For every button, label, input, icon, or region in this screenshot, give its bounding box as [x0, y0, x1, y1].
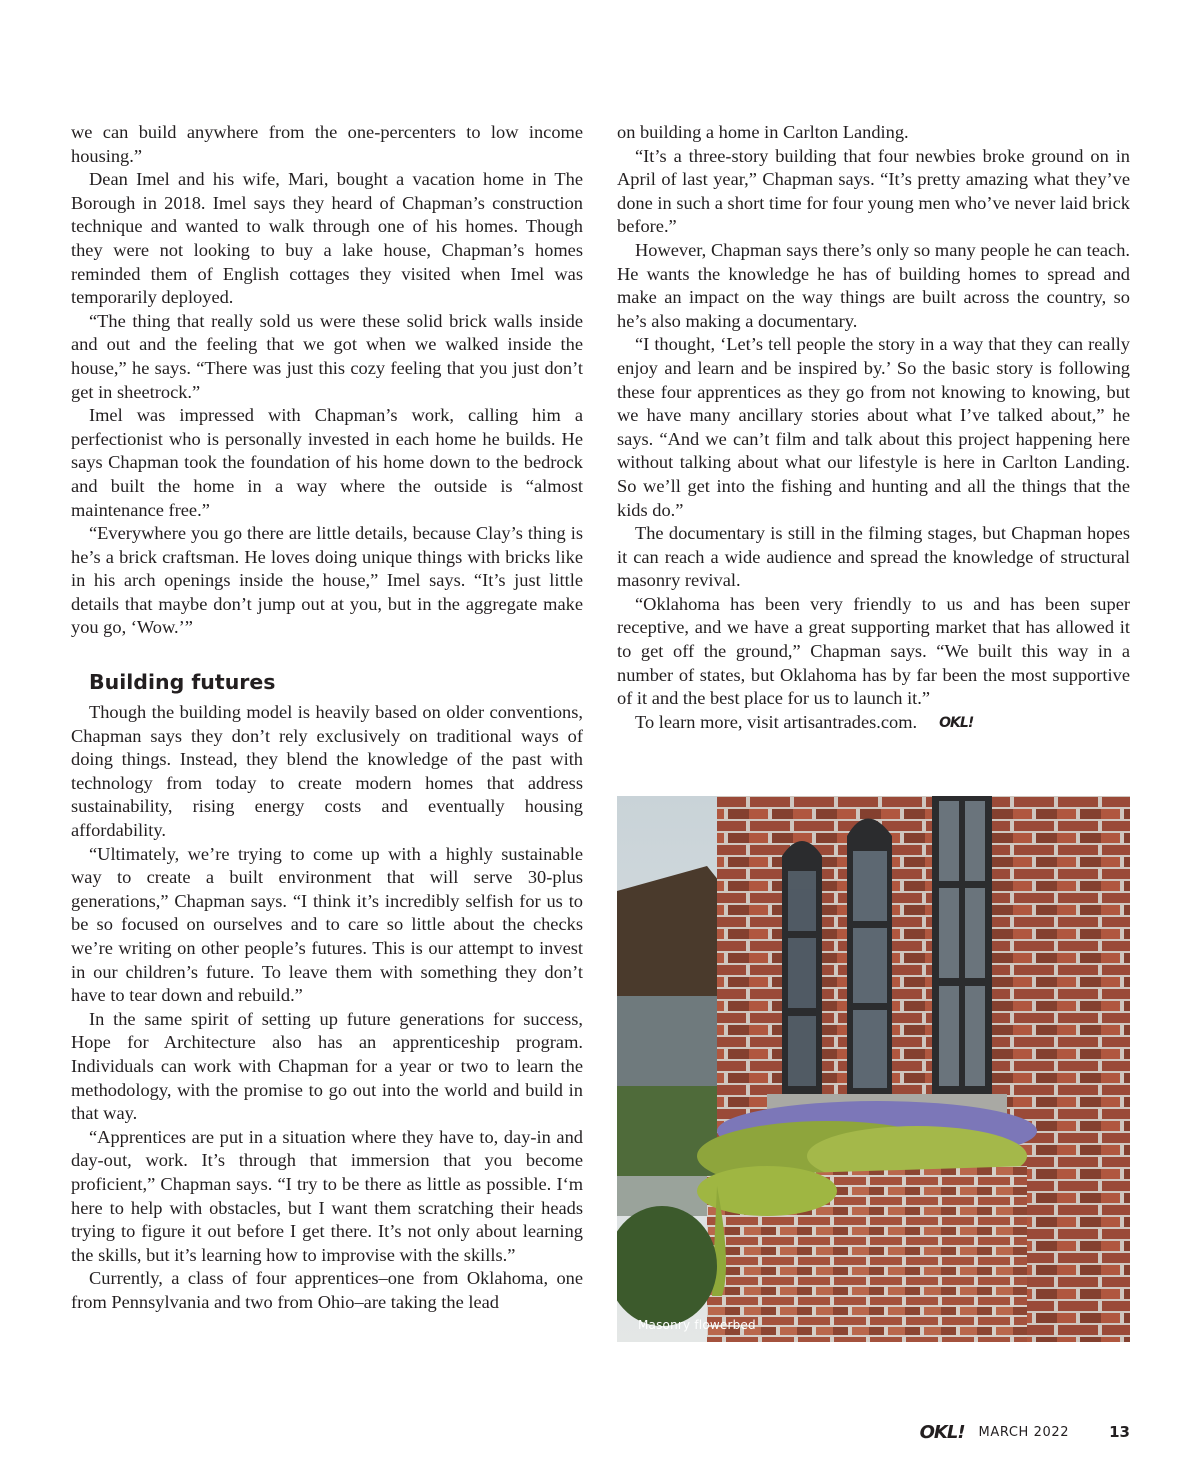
- body-paragraph: “Apprentices are put in a situation where they have to, day-in and day-out, work. It’s through that immersion that you become proficient,” Chapman says. “I try to be there as little as possible. I‘m here to help with obstacles, but I want them scratching their heads trying to figure it out before I get there. It’s not only about learning the skills, but it’s learning how to improvise with the skills.”: [71, 1126, 583, 1265]
- body-paragraph: Though the building model is heavily based on older conventions, Chapman says they don’t rely exclusively on traditional ways of doing things. Instead, they blend the knowledge of the past with technology from today to create modern homes that address sustainability, rising energy costs and eventually housing affordability.: [71, 702, 583, 841]
- body-paragraph: Currently, a class of four apprentices–one from Oklahoma, one from Pennsylvania and two from Ohio–are taking the lead: [71, 1268, 583, 1312]
- body-paragraph: The documentary is still in the filming stages, but Chapman hopes it can reach a wide audience and spread the knowledge of structural masonry revival.: [617, 523, 1130, 591]
- closing-paragraph: [617, 711, 1130, 736]
- page-footer: [920, 1422, 1130, 1442]
- closing-line: To learn more, visit artisantrades.com.: [635, 711, 918, 732]
- issue-date: MARCH 2022: [978, 1424, 1070, 1440]
- left-column: [71, 121, 583, 1315]
- body-paragraph: “Everywhere you go there are little details, because Clay’s thing is he’s a brick craftsman. He loves doing unique things with bricks like in his arch openings inside the house,” Imel says. “It’s just little details that maybe don’t jump out at you, but in the aggregate make you go, ‘Wow.’”: [71, 523, 583, 638]
- body-paragraph: “Ultimately, we’re trying to come up with a highly sustainable way to create a built environment that will serve 30-plus generations,” Chapman says. “I think it’s incredibly selfish for us to be so focused on ourselves and to care so little about the checks we’re writing on other people’s futures. This is our attempt to invest in our children’s future. To leave them with something they don’t have to tear down and rebuild.”: [71, 843, 583, 1006]
- body-paragraph: “I thought, ‘Let’s tell people the story in a way that they can really enjoy and learn and be inspired by.’ So the basic story is following these four apprentices as they go from not knowing to knowing, but we have many ancillary stories about what I’ve talked about,” he says. “And we can’t film and talk about this project happening here without talking about what our lifestyle is here in Carlton Landing. So we’ll get into the fishing and hunting and all the things that the kids do.”: [617, 334, 1130, 520]
- body-paragraph: Imel was impressed with Chapman’s work, calling him a perfectionist who is personally invested in each home he builds. He says Chapman took the foundation of his home down to the bedrock and built the home in a way where the outside is “almost maintenance free.”: [71, 405, 583, 520]
- body-paragraph: “The thing that really sold us were these solid brick walls inside and out and the feeling that we got when we walked inside the house,” he says. “There was just this cozy feeling that you just don’t get in sheetrock.”: [71, 310, 583, 402]
- body-paragraph: In the same spirit of setting up future generations for success, Hope for Architecture also has an apprenticeship program. Individuals can work with Chapman for a year or two to learn the methodology, with the promise to go out into the world and build in that way.: [71, 1008, 583, 1124]
- section-heading: Building futures: [89, 670, 276, 695]
- body-paragraph: However, Chapman says there’s only so many people he can teach. He wants the knowledge he has of building homes to spread and make an impact on the way things are built across the country, so he’s also making a documentary.: [617, 239, 1130, 331]
- body-paragraph: we can build anywhere from the one-percenters to low income housing.”: [71, 122, 583, 166]
- page-number: 13: [1109, 1423, 1130, 1441]
- brick-wall-illustration: [617, 796, 1130, 1342]
- photo-caption: Masonry flowerbed: [638, 1318, 756, 1332]
- end-mark-logo: OKL!: [939, 714, 974, 731]
- body-paragraph: “Oklahoma has been very friendly to us and has been super receptive, and we have a great supporting market that has allowed it to get off the ground,” Chapman says. “We built this way in a number of states, but Oklahoma has by far been the most supportive of it and the best place for us to launch it.”: [617, 593, 1130, 709]
- body-paragraph: on building a home in Carlton Landing.: [617, 122, 909, 142]
- magazine-logo: OKL!: [919, 1421, 965, 1443]
- right-column: [617, 121, 1130, 735]
- body-paragraph: Dean Imel and his wife, Mari, bought a vacation home in The Borough in 2018. Imel says they heard of Chapman’s construction technique and wanted to walk through one of his homes. Though they were not looking to buy a lake house, Chapman’s homes reminded them of English cottages they visited when Imel was temporarily deployed.: [71, 169, 583, 308]
- body-paragraph: “It’s a three-story building that four newbies broke ground on in April of last year,” Chapman says. “It’s pretty amazing what they’ve done in such a short time for four young men who’ve never laid brick before.”: [617, 145, 1130, 237]
- masonry-photo: [617, 796, 1130, 1342]
